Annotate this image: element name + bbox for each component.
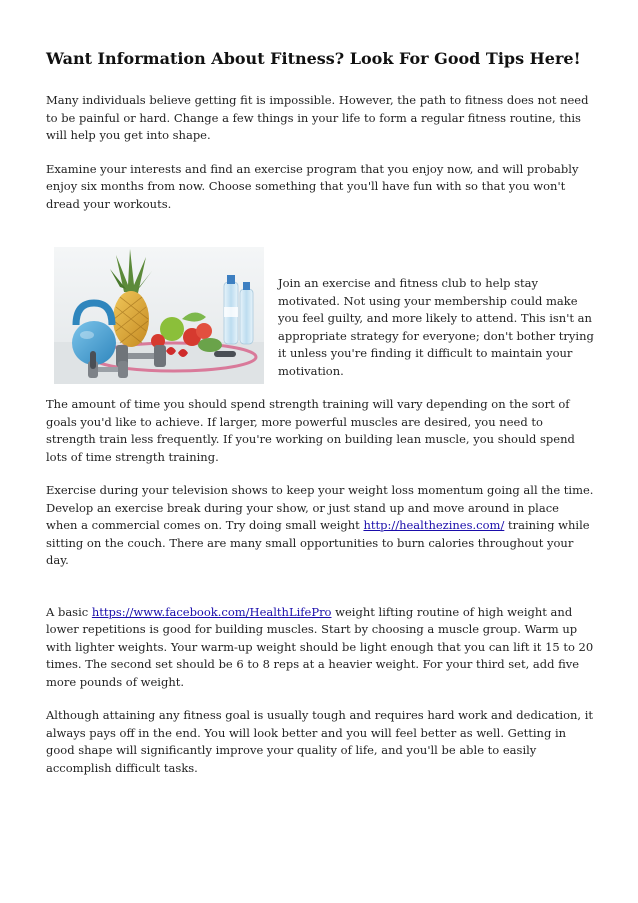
paragraph-club: Join an exercise and fitness club to help stay motivated. Not using your membership could make you feel guilty, and more likely to attend. This isn't an appropriate strategy for everyone; don't bother trying it unless you're finding it difficult to maintain your motivation. <box>278 276 594 378</box>
paragraph-strength: The amount of time you should spend strength training will vary depending on the sort of goals you'd like to achieve. If larger, more powerful muscles are desired, you need to strength train less frequently. If you're working on building lean muscle, you should spend lots of time strength training. <box>46 397 575 464</box>
healthezines-link[interactable]: http://healthezines.com/ <box>363 518 505 532</box>
figure-section <box>46 247 594 466</box>
page-title: Want Information About Fitness? Look For Good Tips Here! <box>46 49 581 68</box>
paragraph-weightlifting-text-2: weight lifting routine of high weight and lower repetitions is good for building muscles. Start by choosing a muscle group. Warm up with lighter weights. Your warm-up weight should be light enough that you can lift it 15 to 20 times. The second set should be 6 to 8 reps at a heavier weight. For your third set, add five more pounds of weight. <box>46 604 594 689</box>
paragraph-conclusion: Although attaining any fitness goal is usually tough and requires hard work and dedication, it always pays off in the end. You will look better and you will feel better as well. Getting in good shape will significantly improve your quality of life, and you'll be able to easily accomplish difficult tasks. <box>46 708 594 775</box>
paragraph-interests: Examine your interests and find an exercise program that you enjoy now, and will probably enjoy six months from now. Choose something that you'll have fun with so that you won't dread your workouts. <box>46 161 579 211</box>
paragraph-weightlifting <box>46 604 594 692</box>
document-page <box>46 48 594 793</box>
paragraph-television-text-1: Exercise during your television shows to keep your weight loss momentum going all the time. Develop an exercise break during your show, or just stand up and move around in place when a commercial comes on. Try doing small weight <box>46 483 594 532</box>
paragraph-television-text-2: training while sitting on the couch. There are many small opportunities to burn calories throughout your day. <box>46 518 590 567</box>
paragraph-television <box>46 482 594 570</box>
fitness-photo-icon <box>54 247 264 384</box>
facebook-link[interactable]: https://www.facebook.com/HealthLifePro <box>91 604 332 619</box>
paragraph-intro: Many individuals believe getting fit is impossible. However, the path to fitness does not need to be painful or hard. Change a few things in your life to form a regular fitness routine, this will help you get into shape. <box>46 93 589 142</box>
paragraph-weightlifting-text-1: A basic <box>46 604 92 619</box>
